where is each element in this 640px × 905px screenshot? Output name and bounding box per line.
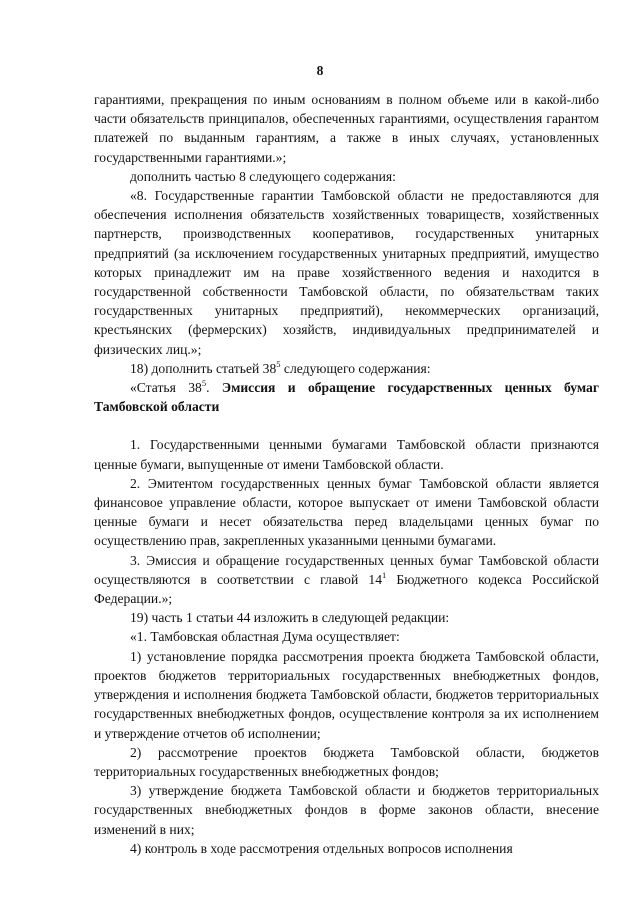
clause-3-text-end: Бюджетного кодекса Российской Федерации.»; — [94, 571, 599, 607]
duma-power-3: 3) утверждение бюджета Тамбовской области и бюджетов территориальных государственных внебюджетных фондов в форме законов области, внесение изменений в них; — [94, 783, 599, 837]
paragraph-duma-intro: «1. Тамбовская областная Дума осуществляет: — [130, 629, 400, 645]
paragraph-item-19: 19) часть 1 статьи 44 изложить в следующей редакции: — [130, 610, 450, 626]
clause-3-superscript: 1 — [382, 569, 387, 580]
clause-3-text: 3. Эмиссия и обращение государственных ценных бумаг Тамбовской области осуществляются в соответствии с главой 14 — [94, 552, 599, 587]
blank-line — [94, 416, 599, 435]
paragraph-item-18 — [94, 359, 599, 378]
paragraph-amend-part-8: дополнить частью 8 следующего содержания: — [130, 168, 396, 184]
paragraph-part-8: «8. Государственные гарантии Тамбовской области не предоставляются для обеспечения исполнения обязательств хозяйственных товариществ, хозяйственных партнерств, производственных кооперативов, государственных унитарных предприятий (за исключением государственных унитарных предприятий, имущество которых принадлежит им на праве хозяйственного ведения и находится в государственной собственности Тамбовской области, по обязательствам таких государственных унитарных предприятий), некоммерческих организаций, крестьянских (фермерских) хозяйств, индивидуальных предпринимателей и физических лиц.»; — [94, 188, 599, 357]
item-18-text-end: следующего содержания: — [280, 360, 431, 376]
duma-power-1: 1) установление порядка рассмотрения проекта бюджета Тамбовской области, проектов бюджетов территориальных государственных внебюджетных фондов, утверждения и исполнения бюджета Тамбовской области, бюджетов территориальных государственных внебюджетных фондов, осуществление контроля за их исполнением и утверждение отчетов об исполнении; — [94, 648, 599, 741]
item-18-superscript: 5 — [276, 358, 281, 369]
article-clause-2: 2. Эмитентом государственных ценных бумаг Тамбовской области является финансовое управление области, которое выпускает от имени Тамбовской области ценные бумаги и несет обязательства перед владельцами ценных бумаг по осуществлению прав, закрепленных указанными ценными бумагами. — [94, 475, 599, 549]
article-superscript: 5 — [201, 378, 207, 389]
page-number: 8 — [316, 63, 324, 78]
paragraph-guarantees-cont: гарантиями, прекращения по иным основаниям в полном объеме или в какой-либо части обязательств принципалов, обеспеченных гарантиями, осуществления гарантом платежей по выданным гарантиям, а также в иных случаях, установленных государственными гарантиями.»; — [94, 92, 599, 165]
article-title: Эмиссия и обращение государственных ценных бумаг Тамбовской области — [94, 380, 600, 415]
duma-power-4: 4) контроль в ходе рассмотрения отдельных вопросов исполнения — [130, 840, 513, 856]
item-18-text: 18) дополнить статьей 38 — [130, 360, 277, 376]
article-38-5-heading: «Статья $38^5$. Эмиссия и обращение государственных ценных бумаг Тамбовской области — [94, 378, 600, 415]
document-body — [94, 90, 599, 858]
article-label: «Статья 38 — [130, 380, 202, 396]
article-clause-1: 1. Государственными ценными бумагами Тамбовской области признаются ценные бумаги, выпущенные от имени Тамбовской области. — [94, 437, 599, 472]
article-clause-3 — [94, 551, 599, 609]
duma-power-2: 2) рассмотрение проектов бюджета Тамбовской области, бюджетов территориальных государственных внебюджетных фондов; — [94, 744, 599, 779]
